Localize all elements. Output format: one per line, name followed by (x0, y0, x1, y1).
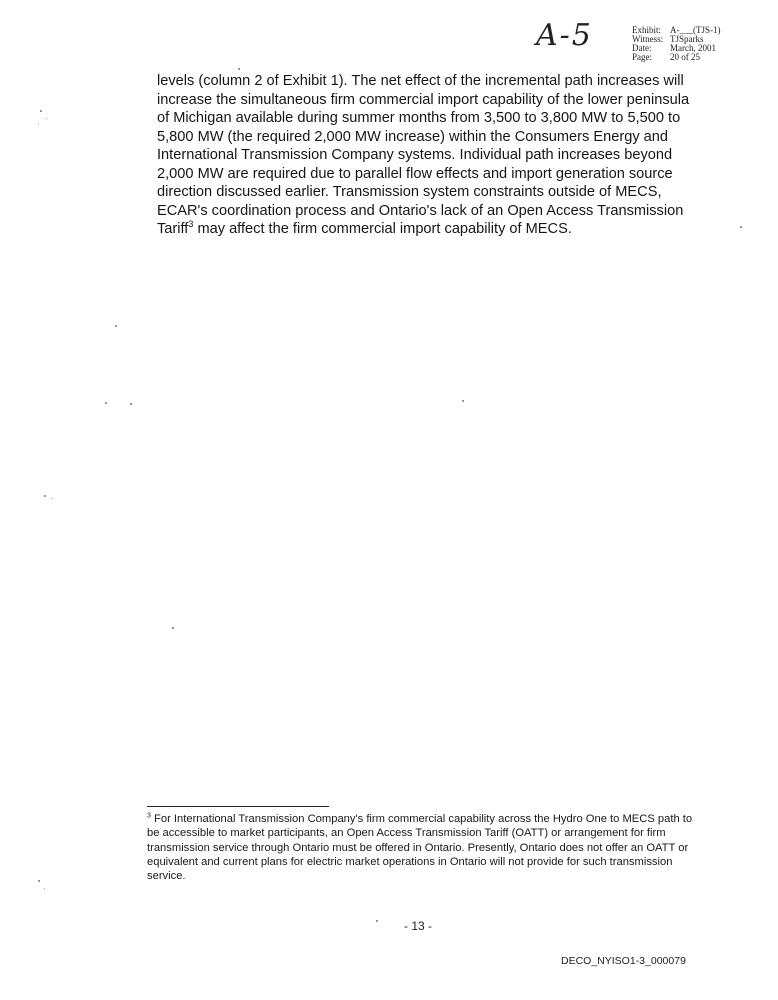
footnote-marker: 3 (147, 812, 151, 820)
exhibit-stamp (632, 26, 721, 62)
stamp-page-label: Page: (632, 52, 652, 62)
scan-speck (38, 880, 40, 882)
stamp-exhibit-value: A-___(TJS-1) (670, 25, 721, 35)
body-paragraph (157, 72, 702, 239)
footnote (147, 812, 707, 883)
scan-speck (462, 400, 464, 402)
scan-speck (172, 627, 174, 629)
stamp-date-label: Date: (632, 43, 652, 53)
scan-speck (130, 403, 132, 405)
footnote-text: For International Transmission Company's firm commercial capability across the Hydro One to MECS path to be accessible to market participants, an Open Access Transmission Tariff (OATT) or arrangement for firm transmission service through Ontario must be offered in Ontario. Presently, Ontario does not offer an OATT or equivalent and current plans for electric market operations in Ontario will not provide for such transmission service. (147, 813, 693, 883)
scan-speck (44, 888, 45, 889)
stamp-exhibit-label: Exhibit: (632, 25, 661, 35)
stamp-witness-label: Witness: (632, 34, 664, 44)
scan-speck (115, 325, 117, 327)
body-text-part-2: may affect the firm commercial import capability of MECS. (193, 221, 572, 237)
page-number: - 13 - (404, 919, 433, 933)
footnote-reference[interactable]: 3 (188, 219, 194, 230)
scan-speck (376, 920, 378, 922)
scan-speck (44, 495, 46, 497)
stamp-row-page (632, 53, 721, 62)
scan-speck (238, 68, 240, 70)
body-text-part-1: levels (column 2 of Exhibit 1). The net effect of the incremental path increases will increase the simultaneous firm commercial import capability of the lower peninsula of Michigan available during summer months from 3,500 to 3,800 MW to 5,500 to 5,800 MW (the required 2,000 MW increase) within the Consumers Energy and International Transmission Company systems. Individual path increases beyond 2,000 MW are required due to parallel flow effects and import generation source direction discussed earlier. Transmission system constraints outside of MECS, ECAR's coordination process and Ontario's lack of an Open Access Transmission Tariff (157, 73, 690, 237)
bates-number: DECO_NYISO1-3_000079 (561, 955, 686, 967)
scan-speck (52, 498, 53, 499)
scan-speck (740, 226, 742, 228)
scan-speck (105, 402, 107, 404)
footnote-separator (147, 806, 329, 807)
scan-speck (38, 124, 39, 125)
stamp-date-value: March, 2001 (670, 43, 716, 53)
stamp-page-value: 20 of 25 (670, 52, 700, 62)
scan-speck (40, 110, 42, 112)
scan-speck (46, 118, 47, 119)
stamp-witness-value: TJSparks (670, 34, 704, 44)
handwritten-exhibit-mark: A-5 (536, 18, 593, 53)
